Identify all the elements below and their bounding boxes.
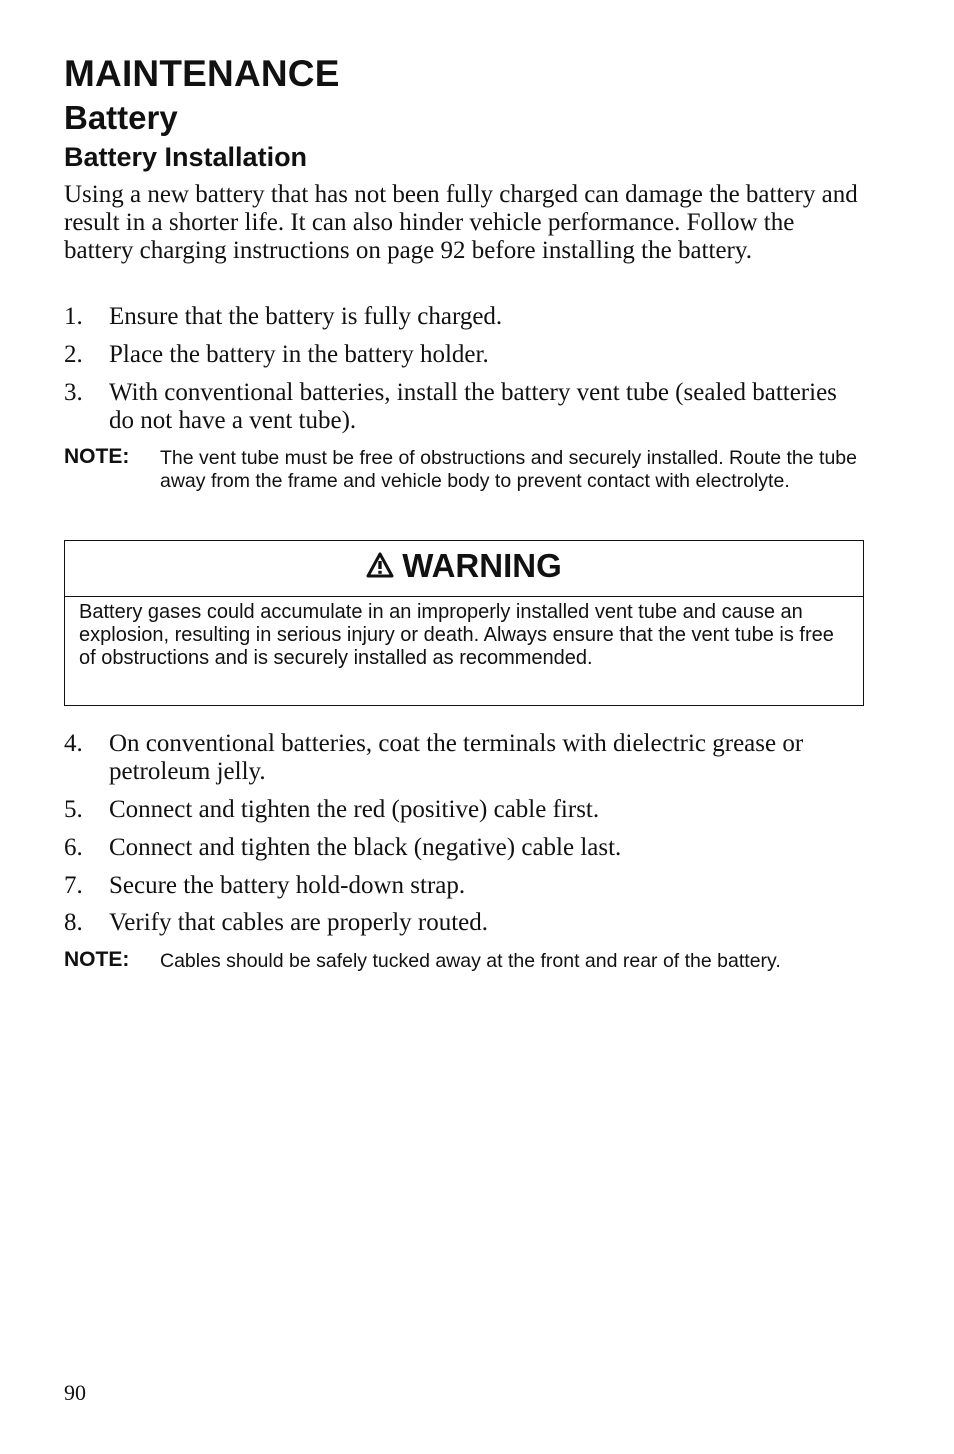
step-number: 5.: [64, 796, 83, 823]
note-text: The vent tube must be free of obstructions and securely installed. Route the tube away from the frame and vehicle body to prevent contact with electrolyte.: [160, 447, 857, 492]
step-text: Place the battery in the battery holder.: [109, 341, 489, 368]
section-heading: Battery: [64, 99, 178, 136]
note-text: Cables should be safely tucked away at the front and rear of the battery.: [160, 950, 781, 972]
list-item: [64, 909, 864, 937]
step-text: With conventional batteries, install the battery vent tube (sealed batteries do not have a vent tube).: [109, 379, 837, 434]
step-text: Verify that cables are properly routed.: [109, 909, 489, 936]
list-item: [64, 303, 864, 331]
warning-title: WARNING: [402, 547, 562, 584]
subsection-heading: Battery Installation: [64, 142, 308, 172]
step-text: Connect and tighten the black (negative) cable last.: [109, 834, 622, 861]
step-text: Ensure that the battery is fully charged.: [109, 303, 503, 330]
warning-header: [65, 541, 863, 597]
list-item: [64, 872, 864, 900]
step-number: 3.: [64, 379, 83, 406]
list-item: [64, 730, 864, 786]
page-number: 90: [64, 1380, 86, 1405]
step-number: 2.: [64, 341, 83, 368]
step-text: Secure the battery hold-down strap.: [109, 872, 466, 899]
step-number: 6.: [64, 834, 83, 861]
step-number: 1.: [64, 303, 83, 330]
warning-text: Battery gases could accumulate in an improperly installed vent tube and cause an explosion, resulting in serious injury or death. Always ensure that the vent tube is free of obstructions and is securely installed as recommended.: [79, 601, 834, 669]
intro-paragraph: Using a new battery that has not been fully charged can damage the battery and result in a shorter life. It can also hinder vehicle performance. Follow the battery charging instructions on page 92 before installing the battery.: [64, 181, 858, 264]
step-text: On conventional batteries, coat the terminals with dielectric grease or petroleum jelly.: [109, 730, 804, 785]
note-block: [64, 950, 864, 973]
note-block: [64, 447, 864, 493]
step-number: 4.: [64, 730, 83, 757]
list-item: [64, 379, 864, 435]
step-number: 7.: [64, 872, 83, 899]
note-label: NOTE:: [64, 445, 130, 468]
note-label: NOTE:: [64, 948, 130, 971]
list-item: [64, 796, 864, 824]
list-item: [64, 834, 864, 862]
warning-box: [64, 540, 864, 706]
chapter-heading: MAINTENANCE: [64, 53, 340, 94]
list-item: [64, 341, 864, 369]
warning-triangle-icon: [366, 552, 394, 578]
step-number: 8.: [64, 909, 83, 936]
step-text: Connect and tighten the red (positive) cable first.: [109, 796, 600, 823]
